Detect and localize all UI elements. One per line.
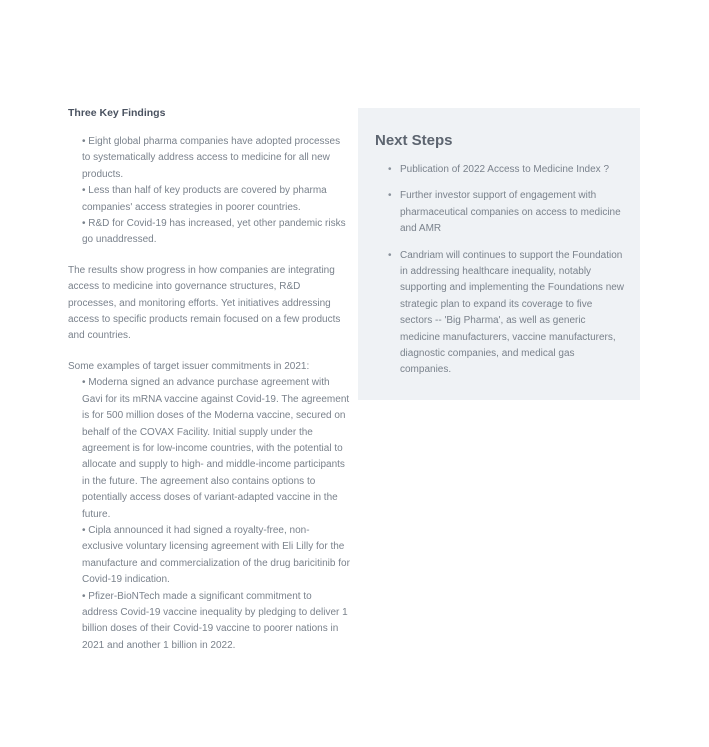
next-step-item — [375, 188, 625, 237]
finding-item: • R&D for Covid-19 has increased, yet other pandemic risks go unaddressed. — [82, 218, 346, 246]
next-step-item — [375, 162, 625, 178]
bullet-icon: • — [388, 249, 392, 261]
examples-list — [68, 375, 350, 654]
next-steps-panel — [358, 108, 640, 400]
example-item: • Cipla announced it had signed a royalty-free, non-exclusive voluntary licensing agreement with Eli Lilly for the manufacture and commercialization of the drug baricitinib for Covid-19 indication. — [82, 524, 350, 586]
bullet-icon: • — [388, 164, 392, 175]
finding-item: • Eight global pharma companies have adopted processes to systematically address access to medicine for all new products. — [82, 136, 341, 180]
findings-column — [68, 106, 350, 654]
next-step-text: Publication of 2022 Access to Medicine Index ? — [400, 164, 610, 175]
results-paragraph: The results show progress in how companies are integrating access to medicine into governance structures, R&D processes, and monitoring efforts. Yet initiatives addressing access to specific products remain focused on a few products and countries. — [68, 264, 341, 342]
example-item: • Moderna signed an advance purchase agreement with Gavi for its mRNA vaccine against Covid-19. The agreement is for 500 million doses of the Moderna vaccine, secured on behalf of the COVAX Facility. Initial supply under the agreement is for low-income countries, with the potential to allocate and supply to high- and middle-income participants in the future. The agreement also contains options to potentially access doses of variant-adapted vaccine in the future. — [82, 377, 350, 520]
next-step-text: Candriam will continues to support the Foundation in addressing healthcare inequality, notably supporting and implementing the Foundations new strategic plan to expand its coverage to five sectors -- 'Big Pharma', as well as generic medicine manufacturers, vaccine manufacturers, diagnostic companies, and medical gas companies. — [400, 249, 625, 376]
next-steps-title: Next Steps — [375, 132, 453, 149]
next-step-item — [375, 248, 625, 379]
findings-title: Three Key Findings — [68, 107, 166, 119]
example-item: • Pfizer-BioNTech made a significant commitment to address Covid-19 vaccine inequality by pledging to deliver 1 billion doses of their Covid-19 vaccine to poorer nations in 2021 and another 1 billion in 2022. — [82, 590, 348, 651]
bullet-icon: • — [388, 190, 392, 202]
next-steps-list — [375, 162, 625, 389]
next-step-text: Further investor support of engagement with pharmaceutical companies on access to medicine and AMR — [400, 190, 621, 235]
finding-item: • Less than half of key products are covered by pharma companies' access strategies in poorer countries. — [82, 185, 327, 213]
findings-list — [68, 134, 350, 249]
examples-intro: Some examples of target issuer commitments in 2021: — [68, 360, 310, 372]
